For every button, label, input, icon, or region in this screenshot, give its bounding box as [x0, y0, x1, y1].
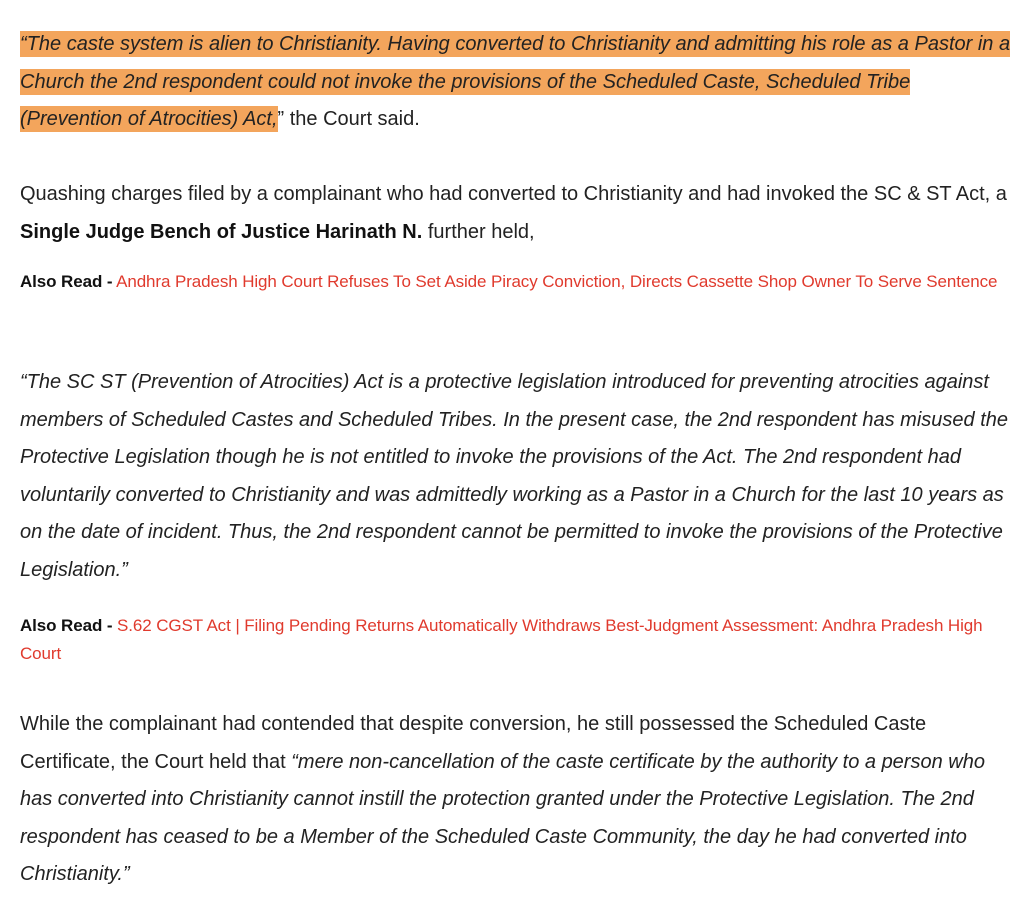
- also-read-link-piracy-conviction[interactable]: Andhra Pradesh High Court Refuses To Set Aside Piracy Conviction, Directs Cassette Shop Owner To Serve Sentence: [116, 272, 998, 291]
- highlighted-quote-paragraph: [20, 26, 1012, 139]
- intro-paragraph: [20, 176, 1012, 251]
- highlighted-quote: [20, 31, 1010, 132]
- also-read-link-cgst-act[interactable]: S.62 CGST Act | Filing Pending Returns Automatically Withdraws Best-Judgment Assessment: Andhra Pradesh High Court: [20, 616, 983, 663]
- intro-text-before: Quashing charges filed by a complainant who had converted to Christianity and had invoked the SC & ST Act, a: [20, 183, 1007, 205]
- certificate-text-before: While the complainant had contended that despite conversion, he still possessed the Scheduled Caste Certificate, the Court held that: [20, 713, 927, 773]
- bench-name: Single Judge Bench of Justice Harinath N.: [20, 220, 423, 243]
- highlighted-quote-text: The caste system is alien to Christianity. Having converted to Christianity and admitting his role as a Pastor in a Church the 2nd respondent could not invoke the provisions of the Scheduled Caste, Scheduled Tribe (Prevention of Atrocities) Act,: [20, 33, 1011, 130]
- caste-certificate-paragraph: [20, 706, 1012, 894]
- also-read-1: [20, 268, 1012, 296]
- court-quote-paragraph: “The SC ST (Prevention of Atrocities) Act is a protective legislation introduced for preventing atrocities against members of Scheduled Castes and Scheduled Tribes. In the present case, the 2nd respondent has misused the Protective Legislation though he is not entitled to invoke the provisions of the Act. The 2nd respondent had voluntarily converted to Christianity and was admittedly working as a Pastor in a Church for the last 10 years as on the date of incident. Thus, the 2nd respondent cannot be permitted to invoke the provisions of the Protective Legislation.”: [20, 371, 1008, 581]
- also-read-2: [20, 612, 1012, 668]
- certificate-quote: “mere non-cancellation of the caste certificate by the authority to a person who has converted into Christianity cannot instill the protection granted under the Protective Legislation. The 2nd respondent has ceased to be a Member of the Scheduled Caste Community, the day he had converted into Christianity.”: [20, 750, 985, 885]
- intro-text-after: further held,: [422, 220, 535, 243]
- quote-attribution: the Court said.: [284, 108, 420, 130]
- close-quote-mark: ”: [277, 108, 285, 130]
- also-read-label: Also Read -: [20, 616, 113, 635]
- open-quote-mark: “: [20, 33, 27, 55]
- also-read-label: Also Read -: [20, 272, 113, 291]
